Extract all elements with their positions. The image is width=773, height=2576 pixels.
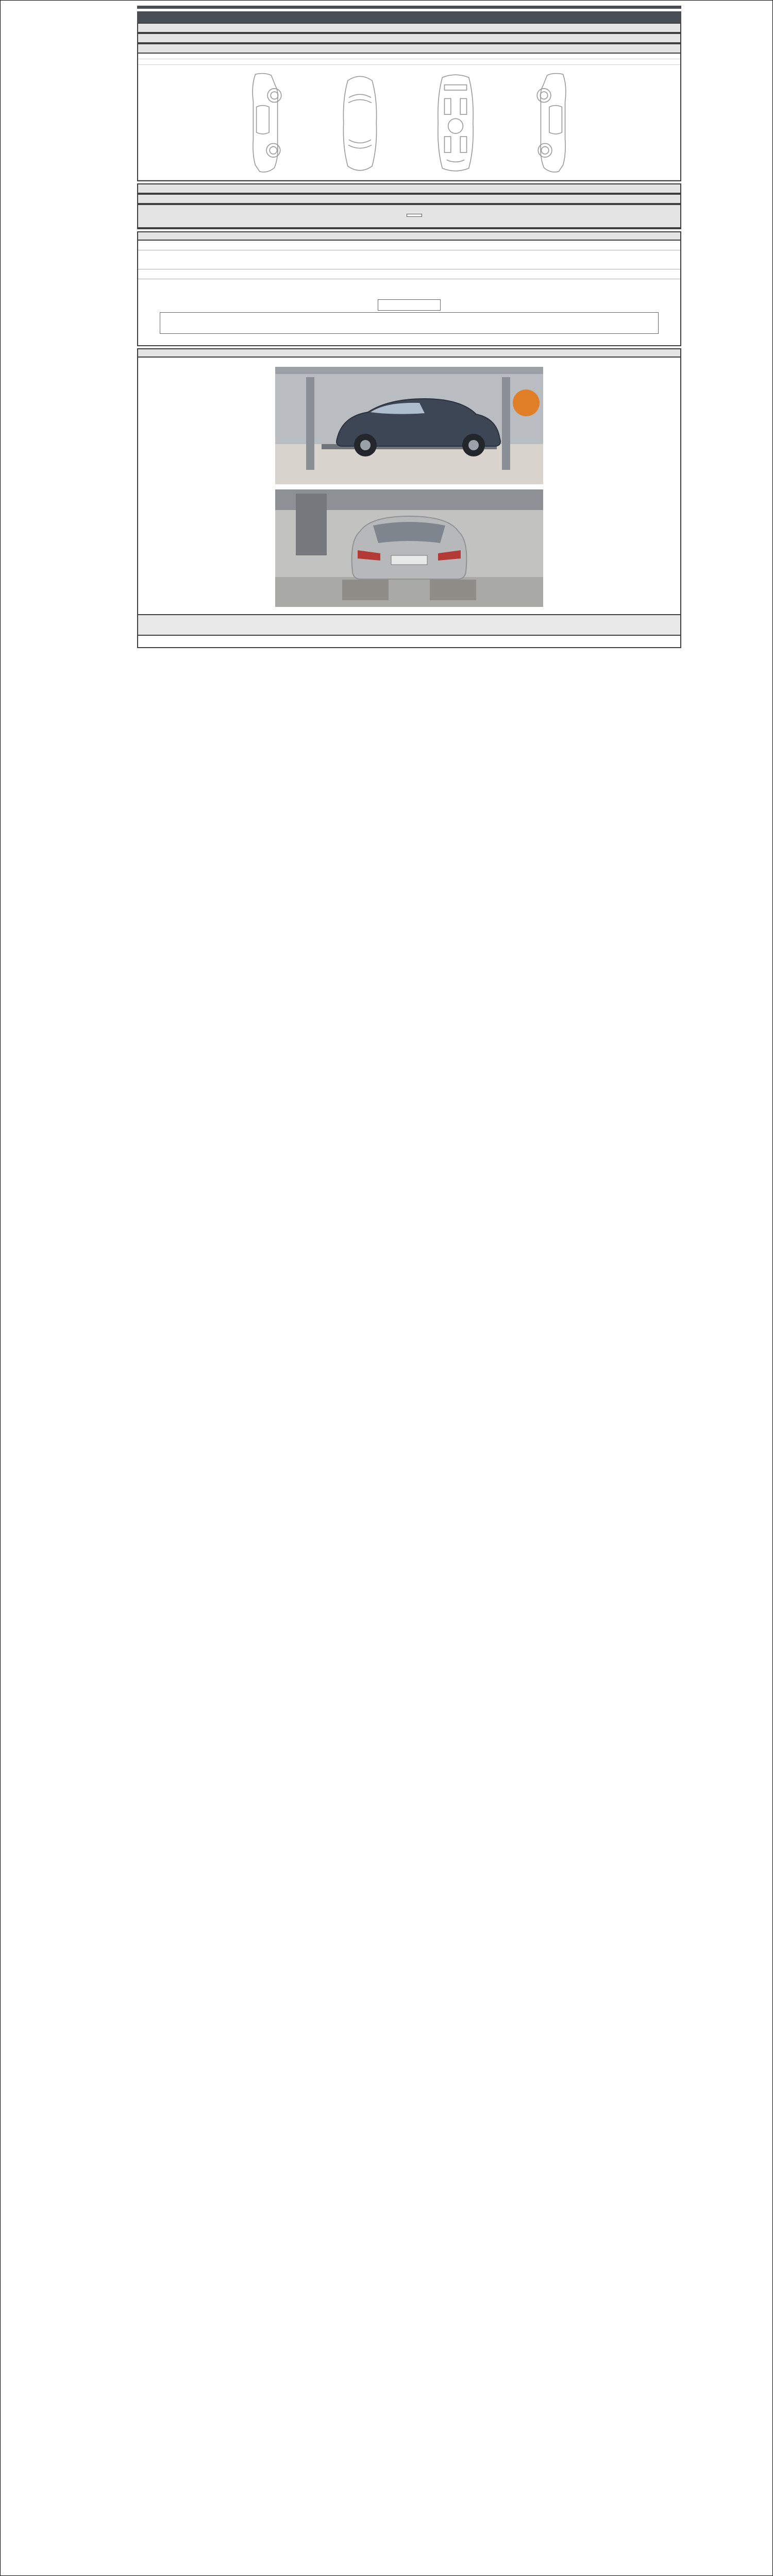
notice-sub2 — [138, 269, 680, 279]
photo-box — [137, 348, 681, 648]
photo-band — [138, 349, 680, 358]
car-top-view-diagram — [329, 70, 391, 176]
price-assessment-box — [160, 312, 659, 334]
notice-items-warranty — [148, 250, 680, 260]
title-banner — [137, 6, 681, 23]
notice-items-general — [138, 260, 680, 269]
inspection-photo-lift — [275, 367, 543, 484]
photo-area — [138, 358, 680, 614]
final-price-band — [138, 204, 680, 228]
basic-info-band — [138, 24, 680, 33]
notice-band — [138, 232, 680, 241]
car-side-view-left-diagram — [231, 70, 298, 176]
notice-sub1 — [138, 241, 680, 250]
inspection-photo-rear — [275, 489, 543, 607]
confirmation-statement — [138, 635, 680, 647]
signature-band — [138, 614, 680, 635]
page1-box — [137, 23, 681, 181]
etc-band — [138, 194, 680, 204]
notice-items-valuation — [138, 279, 680, 289]
car-damage-diagrams — [138, 65, 680, 180]
car-side-view-right-diagram — [520, 70, 587, 176]
comprehensive-band — [138, 33, 680, 43]
passenger-car-note — [138, 59, 680, 65]
status-code-legend — [138, 54, 680, 59]
notice-box — [137, 231, 681, 346]
page2-box — [137, 183, 681, 229]
accident-band — [138, 43, 680, 54]
detail-band — [138, 184, 680, 194]
final-price-amount — [407, 214, 422, 217]
document-number — [137, 18, 681, 23]
inspection-insurance-fee — [138, 621, 680, 631]
price-assessment-box-title — [378, 299, 441, 311]
banner-divider — [137, 9, 681, 11]
car-bottom-view-diagram — [422, 70, 489, 176]
